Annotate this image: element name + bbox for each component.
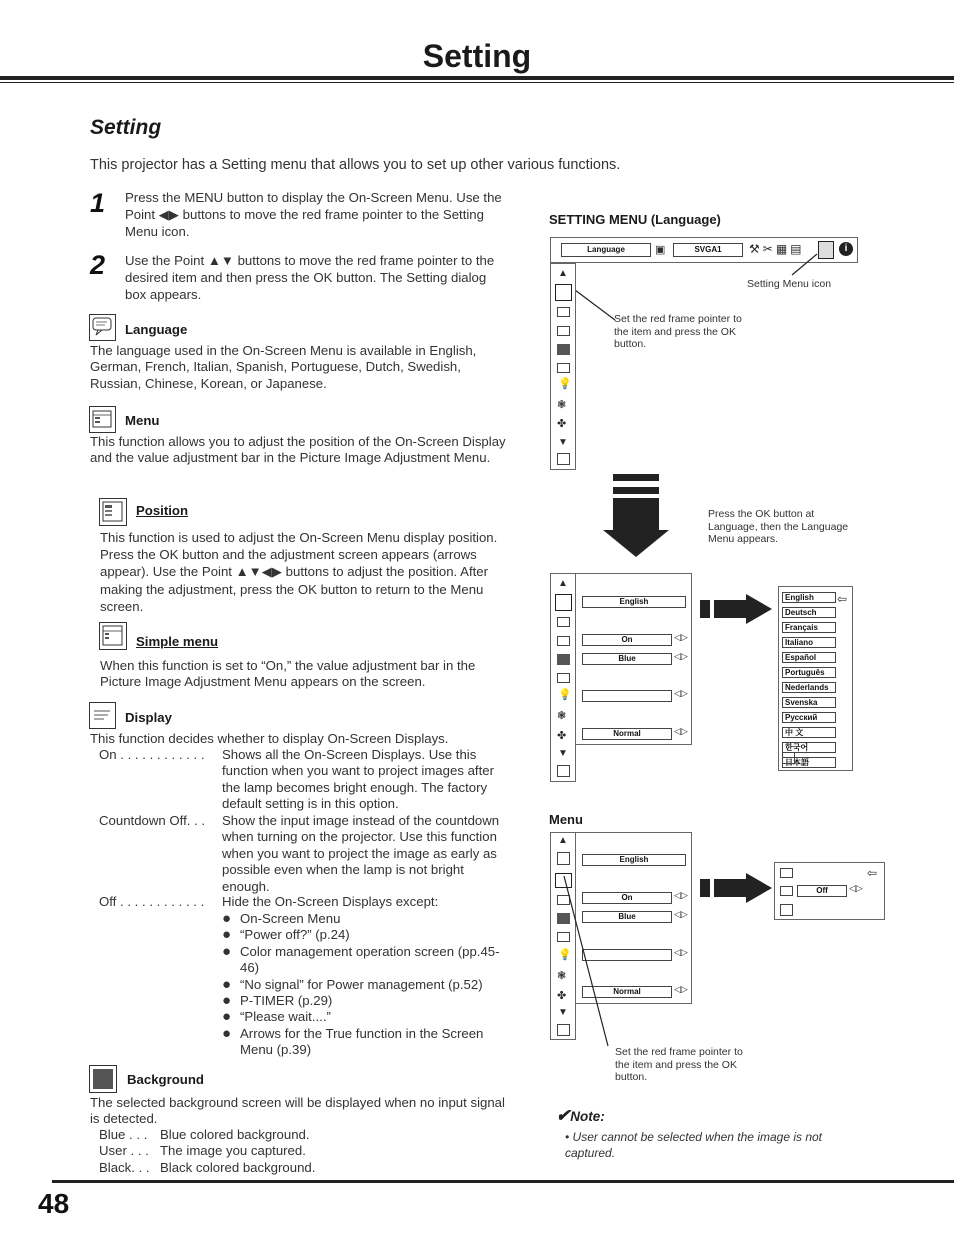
osd-sidebar-1 bbox=[550, 263, 576, 470]
menu-submenu-panel bbox=[774, 862, 885, 920]
display-off-desc: Hide the On-Screen Displays except: bbox=[222, 894, 439, 909]
source-icon bbox=[557, 363, 570, 373]
bg-blue-desc: Blue colored background. bbox=[160, 1127, 310, 1142]
display-icon bbox=[89, 702, 116, 729]
fan-mode-icon: ✤ bbox=[557, 730, 567, 742]
language-icon bbox=[555, 594, 572, 611]
toggle-arrows-icon: ◁▷ bbox=[674, 890, 688, 900]
footer-rule bbox=[52, 1180, 954, 1183]
bg-user-desc: The image you captured. bbox=[160, 1143, 306, 1158]
source-icon bbox=[557, 673, 570, 683]
exit-icon bbox=[557, 453, 570, 465]
position-icon bbox=[99, 498, 127, 526]
check-icon: ✔ bbox=[556, 1106, 571, 1125]
background-body: The selected background screen will be displayed when no input signal is detected. bbox=[90, 1095, 505, 1127]
value-off: Off bbox=[797, 885, 847, 897]
display-icon bbox=[557, 636, 570, 646]
list-item[interactable]: Español bbox=[782, 652, 836, 663]
value-blue: Blue bbox=[582, 653, 672, 665]
bg-blue-term: Blue . . . bbox=[99, 1127, 148, 1142]
list-item[interactable]: 한국어 bbox=[782, 742, 836, 753]
position-icon bbox=[780, 868, 793, 878]
toolbar-icons: ⚒✂▦▤ bbox=[749, 242, 805, 256]
bg-black-term: Black. . . bbox=[99, 1160, 150, 1175]
scroll-down-icon: ▼ bbox=[558, 1007, 568, 1018]
callout-line-2 bbox=[560, 870, 620, 1050]
language-icon bbox=[555, 284, 572, 301]
list-item[interactable]: 日本語 bbox=[782, 757, 836, 768]
fan-icon: ❃ bbox=[557, 970, 567, 982]
list-item[interactable]: Italiano bbox=[782, 637, 836, 648]
setting-menu-label: SETTING MENU (Language) bbox=[549, 212, 721, 227]
simple-menu-icon bbox=[99, 622, 127, 650]
back-arrow-icon: ⇦ bbox=[837, 592, 848, 606]
list-item: ● P-TIMER (p.29) bbox=[222, 992, 333, 1010]
section-intro: This projector has a Setting menu that allows you to set up other various functions. bbox=[90, 157, 621, 173]
scroll-up-icon: ▲ bbox=[558, 835, 568, 846]
value-on: On bbox=[582, 634, 672, 646]
language-list bbox=[782, 592, 836, 772]
background-heading: Background bbox=[127, 1072, 204, 1087]
toggle-arrows-icon: ◁▷ bbox=[674, 688, 688, 698]
callout-text-2: Set the red frame pointer to the item and press the OK button. bbox=[615, 1046, 743, 1084]
value-blue: Blue bbox=[582, 911, 672, 923]
page-header-title: Setting bbox=[422, 38, 532, 74]
down-arrow-icon bbox=[603, 530, 669, 558]
menu-icon bbox=[89, 406, 116, 433]
display-countdown-desc: Show the input image instead of the countdown when turning on the projector. Use this function when you want to project the image as early as possible even when the lamp is not bright enough. bbox=[222, 813, 500, 894]
step-number-1: 1 bbox=[90, 188, 106, 218]
language-body: The language used in the On-Screen Menu is available in English, German, French, Italian, Spanish, Portuguese, Dutch, Swedish, Russian, Chinese, Korean, or Japanese. bbox=[90, 343, 477, 391]
arrow-stub bbox=[700, 879, 710, 897]
list-item[interactable]: Nederlands bbox=[782, 682, 836, 693]
section-title: Setting bbox=[90, 116, 162, 139]
scroll-up-icon: ▲ bbox=[558, 578, 568, 589]
list-item: ● On-Screen Menu bbox=[222, 910, 341, 927]
scroll-down-icon: ▼ bbox=[558, 437, 568, 448]
input-icon: ▣ bbox=[655, 244, 666, 256]
exit-icon bbox=[782, 752, 795, 764]
bg-user-term: User . . . bbox=[99, 1143, 149, 1158]
step-text-1: Press the MENU button to display the On-Screen Menu. Use the Point ◀▶ buttons to move the red frame pointer to the Setting Menu icon. bbox=[125, 190, 502, 239]
lamp-icon: 💡 bbox=[558, 949, 572, 961]
toggle-arrows-icon: ◁▷ bbox=[674, 726, 688, 736]
toggle-arrows-icon: ◁▷ bbox=[674, 984, 688, 994]
background-icon bbox=[89, 1065, 117, 1093]
position-heading: Position bbox=[136, 503, 189, 518]
scroll-up-icon: ▲ bbox=[558, 268, 568, 279]
list-item[interactable]: Русский bbox=[782, 712, 836, 723]
toggle-arrows-icon: ◁▷ bbox=[674, 909, 688, 919]
page-number: 48 bbox=[38, 1188, 70, 1219]
info-icon: i bbox=[839, 242, 853, 256]
list-item: ● “Power off?” (p.24) bbox=[222, 926, 350, 944]
step-text-2: Use the Point ▲▼ buttons to move the red frame pointer to the desired item and then press the OK button. The Setting dialog box appears. bbox=[125, 253, 495, 302]
display-on-term: On . . . . . . . . . . . . bbox=[99, 747, 205, 762]
arrow-shaft bbox=[613, 498, 659, 531]
simple-menu-body: When this function is set to “On,” the value adjustment bar in the Picture Image Adjustment Menu appears on the screen. bbox=[100, 658, 476, 690]
value-on: On bbox=[582, 892, 672, 904]
lamp-icon: 💡 bbox=[558, 689, 572, 701]
scroll-down-icon: ▼ bbox=[558, 748, 568, 759]
menu-icon bbox=[557, 307, 570, 317]
menu-heading: Menu bbox=[125, 413, 160, 428]
display-off-term: Off . . . . . . . . . . . . bbox=[99, 894, 205, 909]
list-item[interactable]: 中 文 bbox=[782, 727, 836, 738]
menu-icon bbox=[557, 617, 570, 627]
menu-body: This function allows you to adjust the position of the On-Screen Display and the value adjustment bar in the Picture Image Adjustment Menu. bbox=[90, 434, 506, 466]
list-item[interactable]: Deutsch bbox=[782, 607, 836, 618]
lamp-icon: 💡 bbox=[558, 378, 572, 390]
list-item: ● “Please wait....” bbox=[222, 1008, 331, 1026]
arrow-bar-2 bbox=[613, 487, 659, 494]
position-body: This function is used to adjust the On-Screen Menu display position. Press the OK button and the adjustment screen appears (arrows appear). Use the Point ▲▼◀▶ buttons to adjust the position. After making the adjustment, press the OK button to return to the Menu screen. bbox=[100, 530, 498, 614]
header-rule bbox=[0, 76, 954, 80]
osd-values-panel-1 bbox=[576, 573, 692, 745]
setting-menu-icon-label: Setting Menu icon bbox=[747, 278, 832, 290]
toggle-arrows-icon: ◁▷ bbox=[674, 632, 688, 642]
right-arrow-icon bbox=[714, 873, 772, 903]
right-arrow-icon bbox=[714, 594, 772, 624]
step-number-2: 2 bbox=[90, 250, 106, 280]
background-icon bbox=[557, 344, 570, 355]
toggle-arrows-icon: ◁▷ bbox=[849, 883, 863, 893]
display-heading: Display bbox=[125, 710, 172, 725]
list-item: ● Arrows for the True function in the Screen Menu (p.39) bbox=[222, 1024, 484, 1058]
list-item[interactable]: Français bbox=[782, 622, 836, 633]
list-item: ● “No signal” for Power management (p.52) bbox=[222, 975, 483, 993]
language-icon bbox=[89, 314, 116, 341]
callout-text-1: Set the red frame pointer to the item and press the OK button. bbox=[614, 313, 742, 351]
display-icon bbox=[557, 326, 570, 336]
value-normal: Normal bbox=[582, 986, 672, 998]
list-item[interactable]: Português bbox=[782, 667, 836, 678]
note-text: • User cannot be selected when the image is not captured. bbox=[565, 1130, 823, 1160]
topbar-language-box: Language bbox=[561, 243, 651, 257]
value-english: English bbox=[582, 596, 686, 608]
display-off-bullets bbox=[222, 911, 512, 1059]
value-english: English bbox=[582, 854, 686, 866]
toggle-arrows-icon: ◁▷ bbox=[674, 651, 688, 661]
language-heading: Language bbox=[125, 322, 188, 337]
fan-icon: ❃ bbox=[557, 399, 567, 411]
back-arrow-icon: ⇦ bbox=[867, 866, 878, 880]
background-icon bbox=[557, 654, 570, 665]
list-item[interactable]: English bbox=[782, 592, 836, 603]
menu-figure-label: Menu bbox=[549, 812, 583, 827]
fan-mode-icon: ✤ bbox=[557, 990, 567, 1002]
note-heading: ✔Note: bbox=[556, 1106, 605, 1125]
list-item: ● Color management operation screen (pp.45-46) bbox=[222, 942, 500, 976]
language-icon bbox=[557, 852, 570, 865]
list-item[interactable]: Svenska bbox=[782, 697, 836, 708]
osd-sidebar-2 bbox=[550, 573, 576, 782]
toggle-arrows-icon: ◁▷ bbox=[674, 947, 688, 957]
simple-menu-icon bbox=[780, 886, 793, 896]
value-normal: Normal bbox=[582, 728, 672, 740]
arrow-stub bbox=[700, 600, 710, 618]
simple-menu-heading: Simple menu bbox=[136, 634, 219, 649]
exit-icon bbox=[557, 765, 570, 777]
header-rule-thin bbox=[0, 82, 954, 83]
fan-icon: ❃ bbox=[557, 710, 567, 722]
topbar-svga-box: SVGA1 bbox=[673, 243, 743, 257]
exit-icon bbox=[780, 904, 793, 916]
display-body: This function decides whether to display On-Screen Displays. bbox=[90, 731, 449, 746]
bg-black-desc: Black colored background. bbox=[160, 1160, 316, 1175]
callout-ok-text: Press the OK button at Language, then the Language Menu appears. bbox=[708, 508, 849, 546]
fan-mode-icon: ✤ bbox=[557, 418, 567, 430]
arrow-bar-1 bbox=[613, 474, 659, 481]
display-countdown-term: Countdown Off. . . bbox=[99, 813, 206, 828]
display-on-desc: Shows all the On-Screen Displays. Use this function when you want to project images after the lamp becomes bright enough. The factory default setting is in this option. bbox=[222, 747, 494, 812]
value-lamp bbox=[582, 690, 672, 702]
